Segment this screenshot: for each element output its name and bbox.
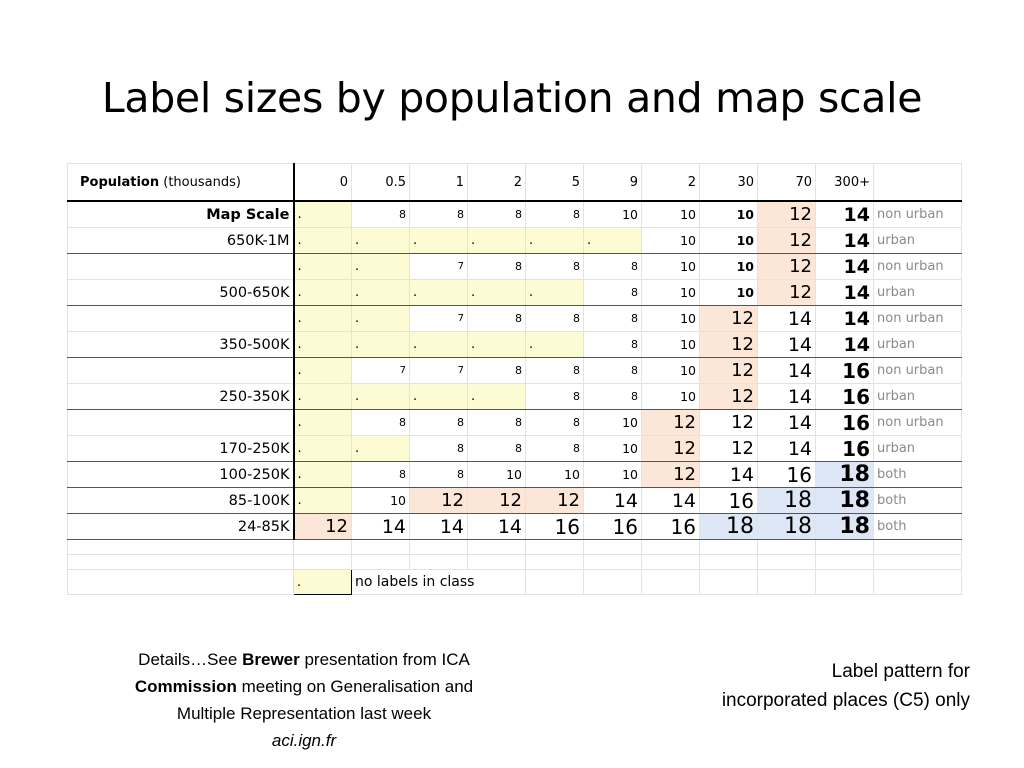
label-size-cell: 8 (584, 384, 642, 410)
label-size-cell: 10 (642, 306, 700, 332)
table-row (68, 332, 962, 358)
empty-cell (816, 570, 874, 595)
blank-row (68, 555, 962, 570)
area-type-note: urban (874, 280, 962, 306)
label-size-cell: 12 (642, 436, 700, 462)
label-size-cell: 16 (758, 462, 816, 488)
scale-label: 100-250K (68, 462, 294, 488)
label-size-cell: . (294, 358, 352, 384)
label-size-cell: . (352, 332, 410, 358)
col-header: 0.5 (352, 164, 410, 202)
area-type-note: non urban (874, 254, 962, 280)
label-size-cell: 12 (758, 228, 816, 254)
label-size-cell: 10 (468, 462, 526, 488)
label-size-cell: . (294, 228, 352, 254)
table-row (68, 514, 962, 540)
label-size-cell: 8 (526, 358, 584, 384)
label-size-cell: . (294, 280, 352, 306)
label-size-cell: . (410, 228, 468, 254)
label-size-cell: 14 (352, 514, 410, 540)
label-size-cell: 8 (468, 201, 526, 228)
area-type-note: urban (874, 332, 962, 358)
empty-cell (758, 570, 816, 595)
area-type-note: both (874, 462, 962, 488)
label-size-cell: 10 (352, 488, 410, 514)
label-size-table (67, 163, 962, 595)
area-type-note: non urban (874, 410, 962, 436)
label-size-cell: 8 (526, 436, 584, 462)
area-type-note: non urban (874, 201, 962, 228)
label-size-cell: . (468, 332, 526, 358)
label-size-cell: . (294, 384, 352, 410)
empty-cell (526, 555, 584, 570)
label-size-cell: 10 (526, 462, 584, 488)
empty-cell (68, 555, 294, 570)
label-size-cell: . (352, 228, 410, 254)
header-row (68, 164, 962, 202)
label-size-cell: 10 (584, 410, 642, 436)
label-size-cell: 12 (700, 384, 758, 410)
label-size-cell: 18 (816, 488, 874, 514)
label-size-cell: 16 (642, 514, 700, 540)
col-header: 2 (468, 164, 526, 202)
label-size-cell: 12 (700, 306, 758, 332)
label-size-cell: 14 (758, 384, 816, 410)
label-size-cell: 8 (584, 280, 642, 306)
label-size-cell: 16 (816, 384, 874, 410)
label-size-cell: 12 (294, 514, 352, 540)
label-size-cell: 16 (526, 514, 584, 540)
label-size-cell: 7 (410, 306, 468, 332)
label-size-cell: 16 (816, 358, 874, 384)
label-size-cell: 10 (642, 254, 700, 280)
empty-cell (352, 540, 410, 555)
label-size-cell: 18 (758, 514, 816, 540)
scale-label (68, 358, 294, 384)
label-size-cell: . (468, 228, 526, 254)
empty-cell (294, 540, 352, 555)
table-row (68, 384, 962, 410)
empty-cell (642, 540, 700, 555)
label-size-cell: 8 (584, 332, 642, 358)
label-size-cell: 7 (410, 358, 468, 384)
empty-cell (584, 555, 642, 570)
label-size-cell: 12 (526, 488, 584, 514)
label-size-cell: 14 (758, 436, 816, 462)
label-size-cell: 12 (642, 410, 700, 436)
label-size-cell: 16 (816, 436, 874, 462)
label-size-cell: 8 (468, 254, 526, 280)
label-size-cell: 14 (816, 280, 874, 306)
col-header: 0 (294, 164, 352, 202)
empty-cell (584, 540, 642, 555)
label-size-cell: 8 (410, 436, 468, 462)
scale-label: 500-650K (68, 280, 294, 306)
empty-cell (410, 555, 468, 570)
table-row (68, 228, 962, 254)
label-size-cell: . (294, 254, 352, 280)
source-link-text: aci.ign.fr (271, 731, 337, 750)
label-size-cell: . (352, 306, 410, 332)
col-header: 30 (700, 164, 758, 202)
label-size-cell: 14 (816, 306, 874, 332)
scale-label: 350-500K (68, 332, 294, 358)
label-size-cell: 8 (526, 254, 584, 280)
label-size-cell: 14 (642, 488, 700, 514)
label-size-cell: 14 (758, 358, 816, 384)
label-size-cell: . (294, 410, 352, 436)
label-size-cell: 10 (642, 280, 700, 306)
label-size-cell: 12 (758, 254, 816, 280)
label-size-cell: 8 (468, 410, 526, 436)
label-size-cell: 14 (468, 514, 526, 540)
label-size-cell: 18 (816, 462, 874, 488)
population-header: Population (thousands) (68, 164, 294, 202)
label-size-cell: 10 (642, 384, 700, 410)
legend-swatch: . (294, 570, 352, 595)
empty-cell (468, 540, 526, 555)
area-type-note: both (874, 514, 962, 540)
empty-cell (68, 540, 294, 555)
label-size-cell: 14 (584, 488, 642, 514)
label-size-cell: 12 (700, 358, 758, 384)
empty-cell (758, 540, 816, 555)
slide-title: Label sizes by population and map scale (101, 74, 923, 122)
label-size-cell: 8 (410, 462, 468, 488)
label-size-cell: . (468, 384, 526, 410)
label-size-cell: . (294, 488, 352, 514)
label-size-cell: 10 (584, 201, 642, 228)
scale-label: 170-250K (68, 436, 294, 462)
label-size-cell: 16 (584, 514, 642, 540)
empty-cell (642, 570, 700, 595)
empty-cell (700, 540, 758, 555)
empty-cell (874, 555, 962, 570)
label-size-cell: 14 (758, 332, 816, 358)
label-size-cell: 12 (758, 201, 816, 228)
empty-cell (700, 570, 758, 595)
label-size-cell: 10 (700, 201, 758, 228)
scale-label: 650K-1M (68, 228, 294, 254)
label-size-cell: 14 (816, 201, 874, 228)
table-row (68, 488, 962, 514)
label-size-cell: 18 (758, 488, 816, 514)
empty-cell (410, 540, 468, 555)
label-size-cell: . (526, 280, 584, 306)
empty-cell (758, 555, 816, 570)
label-size-cell: 18 (700, 514, 758, 540)
label-size-cell: 14 (816, 254, 874, 280)
label-size-cell: . (410, 280, 468, 306)
label-size-cell: . (410, 384, 468, 410)
label-size-cell: . (352, 254, 410, 280)
table-row (68, 280, 962, 306)
empty-cell (468, 555, 526, 570)
empty-cell (700, 555, 758, 570)
label-size-cell: 12 (700, 436, 758, 462)
label-size-cell: . (294, 306, 352, 332)
scale-label (68, 410, 294, 436)
label-size-cell: . (294, 436, 352, 462)
empty-cell (816, 555, 874, 570)
scale-label: 85-100K (68, 488, 294, 514)
label-size-cell: 8 (352, 201, 410, 228)
label-size-cell: 10 (642, 358, 700, 384)
label-size-cell: 10 (700, 254, 758, 280)
label-size-cell: . (584, 228, 642, 254)
label-size-cell: 8 (526, 306, 584, 332)
label-size-cell: 7 (352, 358, 410, 384)
label-size-cell: 14 (816, 332, 874, 358)
footer-note: Label pattern for incorporated places (C5) only (721, 661, 970, 711)
col-header: 9 (584, 164, 642, 202)
label-size-cell: 16 (700, 488, 758, 514)
scale-label: 24-85K (68, 514, 294, 540)
label-size-cell: 8 (526, 384, 584, 410)
label-size-cell: 14 (700, 462, 758, 488)
label-size-cell: 14 (410, 514, 468, 540)
label-size-cell: 10 (700, 228, 758, 254)
empty-cell (352, 555, 410, 570)
footer-details: Details…See Brewer presentation from ICA Commission meeting on Generalisation and Multiple Representation last week aci.ign.fr (134, 650, 474, 750)
label-size-cell: . (352, 436, 410, 462)
label-size-cell: 10 (642, 201, 700, 228)
label-size-cell: 8 (410, 201, 468, 228)
scale-label: 250-350K (68, 384, 294, 410)
label-size-cell: 8 (526, 201, 584, 228)
area-type-note: urban (874, 436, 962, 462)
scale-label (68, 254, 294, 280)
label-size-cell: 18 (816, 514, 874, 540)
empty-cell (526, 570, 584, 595)
legend-text: no labels in class (352, 570, 526, 595)
label-size-cell: 14 (758, 306, 816, 332)
label-size-cell: 12 (468, 488, 526, 514)
label-size-cell: 12 (410, 488, 468, 514)
table-row (68, 436, 962, 462)
label-size-cell: 8 (468, 358, 526, 384)
label-size-cell: 10 (700, 280, 758, 306)
label-size-cell: . (526, 332, 584, 358)
col-header: 5 (526, 164, 584, 202)
label-size-cell: 10 (642, 228, 700, 254)
label-size-cell: 8 (352, 410, 410, 436)
label-size-cell: 8 (468, 436, 526, 462)
table-row (68, 254, 962, 280)
label-size-cell: 8 (468, 306, 526, 332)
table-row (68, 462, 962, 488)
label-size-cell: 7 (410, 254, 468, 280)
label-size-cell: . (294, 201, 352, 228)
blank-row (68, 540, 962, 555)
empty-cell (584, 570, 642, 595)
label-size-cell: 8 (352, 462, 410, 488)
label-size-cell: 16 (816, 410, 874, 436)
col-header: 70 (758, 164, 816, 202)
note-header (874, 164, 962, 202)
legend-row (68, 570, 962, 595)
area-type-note: both (874, 488, 962, 514)
label-size-cell: . (294, 332, 352, 358)
label-size-cell: 8 (526, 410, 584, 436)
label-size-cell: 12 (700, 410, 758, 436)
empty-cell (816, 540, 874, 555)
label-size-cell: . (410, 332, 468, 358)
label-size-cell: 10 (642, 332, 700, 358)
scale-label: Map Scale (68, 201, 294, 228)
table-row (68, 201, 962, 228)
area-type-note: non urban (874, 306, 962, 332)
label-size-cell: . (352, 280, 410, 306)
label-size-cell: 8 (410, 410, 468, 436)
col-header: 2 (642, 164, 700, 202)
label-size-cell: 10 (584, 436, 642, 462)
label-size-cell: 14 (816, 228, 874, 254)
label-size-cell: 12 (700, 332, 758, 358)
label-size-cell: . (352, 384, 410, 410)
table-row (68, 306, 962, 332)
label-size-cell: . (526, 228, 584, 254)
table-row (68, 358, 962, 384)
label-size-cell: 10 (584, 462, 642, 488)
label-size-cell: 8 (584, 254, 642, 280)
empty-cell (68, 570, 294, 595)
label-size-cell: 14 (758, 410, 816, 436)
area-type-note: urban (874, 384, 962, 410)
col-header: 300+ (816, 164, 874, 202)
empty-cell (294, 555, 352, 570)
label-size-cell: 8 (584, 358, 642, 384)
empty-cell (874, 570, 962, 595)
empty-cell (526, 540, 584, 555)
label-size-cell: 12 (758, 280, 816, 306)
label-size-cell: 8 (584, 306, 642, 332)
area-type-note: non urban (874, 358, 962, 384)
table-row (68, 410, 962, 436)
scale-label (68, 306, 294, 332)
label-size-cell: . (294, 462, 352, 488)
label-size-cell: 12 (642, 462, 700, 488)
col-header: 1 (410, 164, 468, 202)
area-type-note: urban (874, 228, 962, 254)
empty-cell (642, 555, 700, 570)
label-size-cell: . (468, 280, 526, 306)
empty-cell (874, 540, 962, 555)
